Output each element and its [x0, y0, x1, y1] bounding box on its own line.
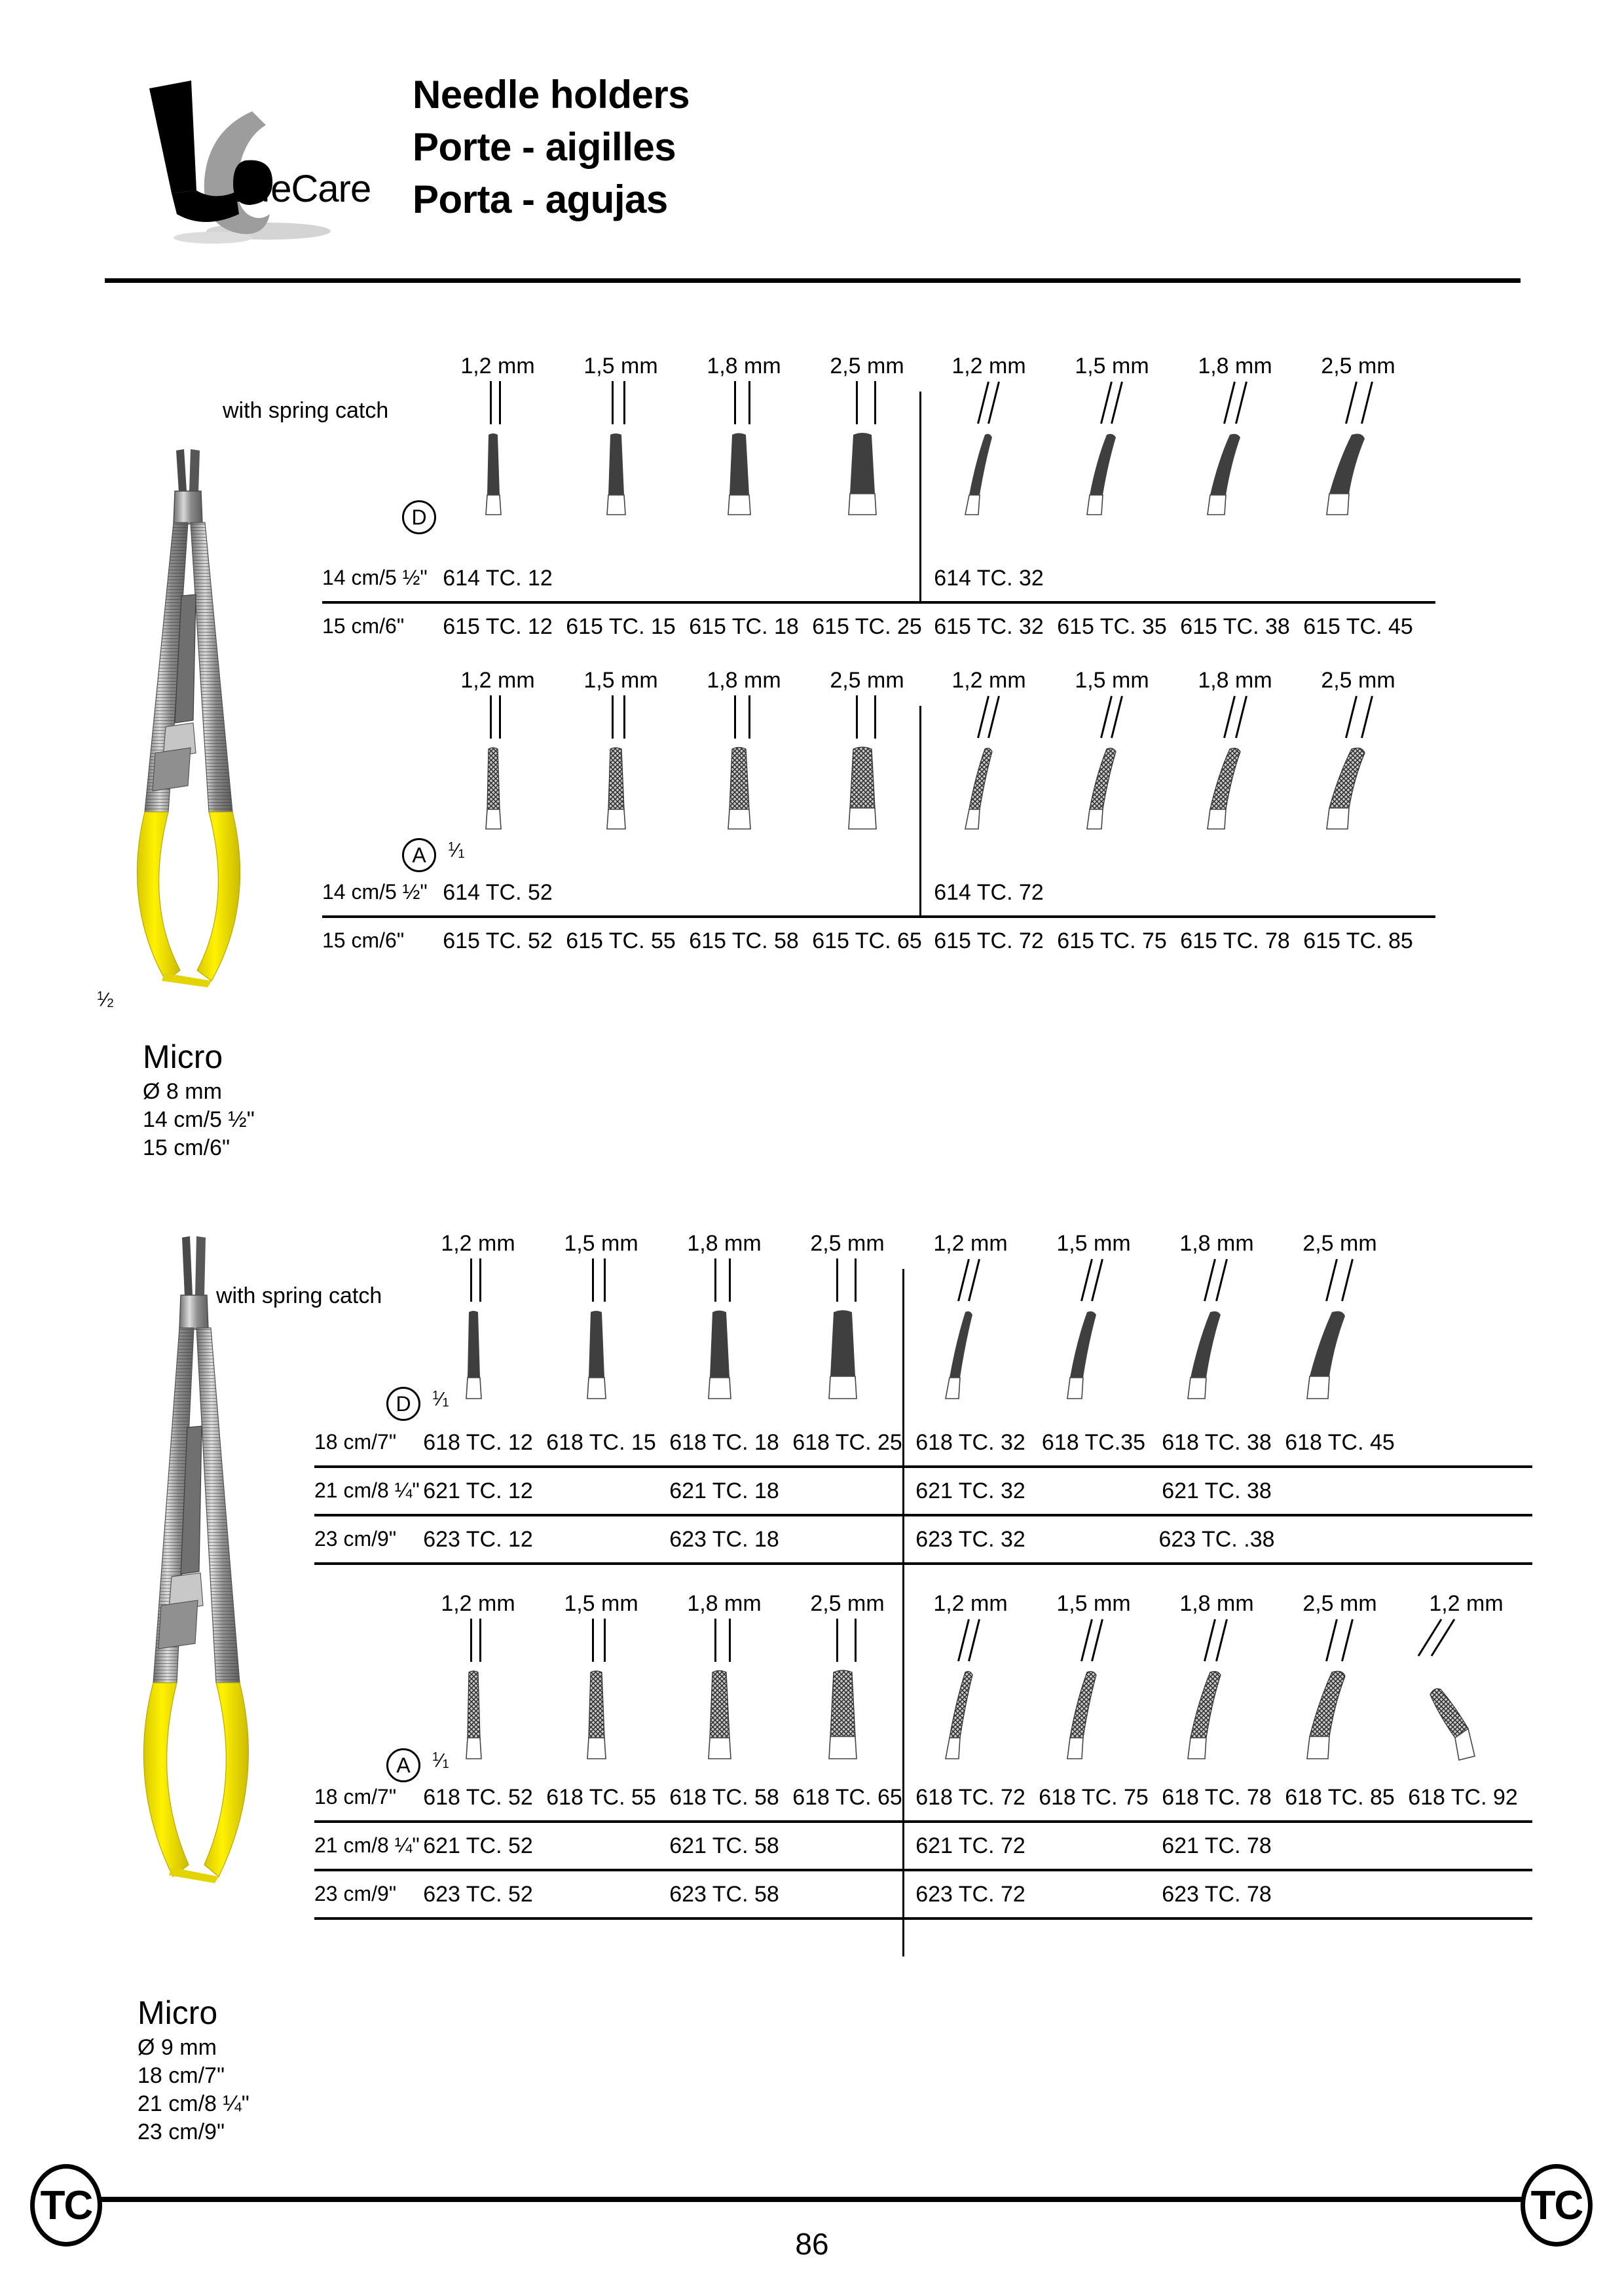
jaw-straight-hatched: [595, 746, 643, 832]
dim-header: 1,2 mm: [441, 1231, 515, 1256]
catalog-cell: 618 TC. 92: [1408, 1785, 1518, 1810]
gap-tick-marks: [732, 381, 771, 427]
group-divider: [919, 392, 921, 601]
catalog-cell: 618 TC. 72: [915, 1785, 1025, 1810]
row-label: 14 cm/5 ½": [322, 880, 428, 904]
gap-tick-marks: [712, 1619, 752, 1664]
gap-tick-marks: [836, 1619, 875, 1664]
jaw-straight-hatched: [838, 746, 895, 832]
row-divider: [314, 1869, 1532, 1871]
gap-tick-marks-angled: [1100, 695, 1139, 741]
jaw-straight-hatched: [716, 746, 769, 832]
spring-catch-note-2: with spring catch: [216, 1283, 382, 1308]
jaw-curved-hatched: [1205, 746, 1260, 832]
catalog-cell: 623 TC. 32: [915, 1527, 1025, 1552]
catalog-cell: 621 TC. 78: [1162, 1833, 1272, 1858]
jaw-curved-solid: [1063, 1310, 1116, 1401]
dim-header: 1,5 mm: [1056, 1591, 1131, 1616]
catalog-cell: 623 TC. .38: [1158, 1527, 1275, 1552]
catalog-cell: 615 TC. 52: [443, 928, 553, 953]
gap-tick-marks: [609, 381, 648, 427]
catalog-cell: 614 TC. 52: [443, 880, 553, 905]
group-divider: [902, 1269, 904, 1956]
gap-tick-marks: [712, 1258, 752, 1304]
catalog-cell: 615 TC. 12: [443, 614, 553, 639]
gap-tick-marks-angled: [1327, 1619, 1366, 1664]
row-label: 15 cm/6": [322, 928, 405, 952]
catalog-cell: 615 TC. 85: [1303, 928, 1413, 953]
section-micro-8mm: [0, 340, 1624, 1166]
catalog-cell: 615 TC. 58: [689, 928, 799, 953]
type-mark-d-1: D: [402, 500, 436, 534]
row-divider: [322, 601, 1435, 604]
catalog-cell: 615 TC. 55: [566, 928, 676, 953]
catalog-cell: 618 TC. 45: [1285, 1430, 1395, 1455]
page-header: [0, 0, 1624, 275]
catalog-cell: 615 TC. 35: [1057, 614, 1167, 639]
jaw-straight-hatched: [453, 1670, 499, 1761]
catalog-cell: 614 TC. 32: [934, 566, 1044, 591]
block-scale-label: $^1⁄_1$: [432, 1750, 449, 1772]
gap-tick-marks-angled: [1100, 381, 1139, 427]
gap-tick-marks: [855, 381, 895, 427]
dim-header: 1,8 mm: [707, 668, 781, 693]
catalog-cell: 618 TC. 55: [546, 1785, 656, 1810]
gap-tick-marks-angled: [1327, 1258, 1366, 1304]
jaw-curved-hatched: [961, 746, 1012, 832]
jaw-curved-hatched: [1063, 1670, 1116, 1761]
catalog-cell: 615 TC. 38: [1180, 614, 1290, 639]
row-label: 23 cm/9": [314, 1882, 397, 1905]
gap-tick-marks-angled: [1204, 1619, 1243, 1664]
dim-header: 1,5 mm: [564, 1231, 638, 1256]
gap-tick-marks-angled: [1346, 381, 1386, 427]
row-label: 18 cm/7": [314, 1430, 397, 1454]
row-label: 15 cm/6": [322, 614, 405, 638]
row-label: 18 cm/7": [314, 1785, 397, 1808]
dim-header: 1,8 mm: [1179, 1591, 1254, 1616]
catalog-cell: 615 TC. 72: [934, 928, 1044, 953]
catalog-cell: 618 TC. 15: [546, 1430, 656, 1455]
jaw-straight-hatched: [575, 1670, 623, 1761]
gap-tick-marks-angled: [1346, 695, 1386, 741]
section-micro-9mm: [0, 1218, 1624, 2144]
gap-tick-marks-angled: [1080, 1619, 1120, 1664]
gap-tick-marks: [486, 381, 525, 427]
catalog-cell: 615 TC. 18: [689, 614, 799, 639]
catalog-cell: 618 TC. 85: [1285, 1785, 1395, 1810]
dim-header: 1,2 mm: [441, 1591, 515, 1616]
jaw-curved-solid: [942, 1310, 993, 1401]
lifecare-logo-mark: [131, 62, 380, 246]
caption-line: 15 cm/6": [143, 1135, 231, 1160]
overall-scale-label-1: $^1⁄_2$: [97, 989, 114, 1011]
instrument-illustration-micro-8mm: [128, 445, 278, 989]
page-title-fr: Porte - aigilles: [413, 124, 676, 169]
row-divider: [314, 1514, 1532, 1516]
dim-header: 2,5 mm: [1321, 668, 1395, 693]
dim-header: 1,8 mm: [687, 1231, 762, 1256]
dim-header: 1,5 mm: [1075, 354, 1149, 378]
jaw-straight-solid: [575, 1310, 623, 1401]
dim-header: 1,8 mm: [1198, 668, 1272, 693]
type-mark-a-1: A: [402, 838, 436, 872]
catalog-cell: 618 TC. 58: [669, 1785, 779, 1810]
catalog-cell: 621 TC. 58: [669, 1833, 779, 1858]
catalog-cell: 623 TC. 12: [423, 1527, 533, 1552]
caption-line: 23 cm/9": [138, 2120, 225, 2144]
caption-title-2: Micro: [138, 1994, 218, 2031]
catalog-cell: 623 TC. 72: [915, 1882, 1025, 1907]
catalog-cell: 615 TC. 25: [812, 614, 922, 639]
gap-tick-marks: [836, 1258, 875, 1304]
jaw-curved-hatched: [1083, 746, 1135, 832]
caption-line: 14 cm/5 ½": [143, 1107, 255, 1132]
gap-tick-marks: [589, 1619, 629, 1664]
row-label: 14 cm/5 ½": [322, 566, 428, 589]
row-divider: [314, 1917, 1532, 1920]
spring-catch-note-1: with spring catch: [223, 398, 389, 423]
dim-header: 1,5 mm: [564, 1591, 638, 1616]
catalog-cell: 621 TC. 52: [423, 1833, 533, 1858]
gap-tick-marks: [466, 1258, 506, 1304]
page-title-en: Needle holders: [413, 73, 690, 117]
caption-line: Ø 9 mm: [138, 2035, 217, 2060]
jaw-curved-hatched: [942, 1670, 993, 1761]
row-divider: [314, 1562, 1532, 1565]
gap-tick-marks-angled: [1426, 1616, 1466, 1662]
jaw-straight-solid: [595, 432, 643, 517]
catalog-cell: 615 TC. 15: [566, 614, 676, 639]
dim-header: 2,5 mm: [810, 1591, 885, 1616]
jaw-curved-solid: [961, 432, 1012, 517]
group-divider: [919, 706, 921, 915]
row-label: 21 cm/8 ¼": [314, 1833, 420, 1857]
catalog-cell: 621 TC. 18: [669, 1478, 779, 1503]
gap-tick-marks-angled: [977, 695, 1016, 741]
dim-header: 1,2 mm: [951, 668, 1026, 693]
catalog-cell: 618 TC. 78: [1162, 1785, 1272, 1810]
catalog-cell: 623 TC. 58: [669, 1882, 779, 1907]
gap-tick-marks-angled: [957, 1258, 997, 1304]
jaw-straight-solid: [716, 432, 769, 517]
block-scale-label: $^1⁄_1$: [432, 1388, 449, 1410]
caption-line: 18 cm/7": [138, 2063, 225, 2088]
page-title-es: Porta - agujas: [413, 177, 668, 221]
catalog-cell: 614 TC. 12: [443, 566, 553, 591]
gap-tick-marks: [609, 695, 648, 741]
catalog-cell: 618 TC. 25: [792, 1430, 902, 1455]
catalog-cell: 615 TC. 45: [1303, 614, 1413, 639]
gap-tick-marks-angled: [1204, 1258, 1243, 1304]
dim-header: 1,2 mm: [933, 1591, 1008, 1616]
dim-header: 1,2 mm: [951, 354, 1026, 378]
dim-header: 2,5 mm: [810, 1231, 885, 1256]
row-label: 21 cm/8 ¼": [314, 1478, 420, 1502]
jaw-straight-solid: [819, 1310, 875, 1401]
gap-tick-marks-angled: [977, 381, 1016, 427]
dim-header: 1,5 mm: [583, 668, 658, 693]
catalog-cell: 618 TC. 12: [423, 1430, 533, 1455]
catalog-cell: 618 TC. 75: [1039, 1785, 1149, 1810]
jaw-straight-hatched: [819, 1670, 875, 1761]
gap-tick-marks: [589, 1258, 629, 1304]
gap-tick-marks-angled: [1223, 695, 1263, 741]
row-divider: [322, 915, 1435, 918]
dim-header: 1,2 mm: [460, 354, 535, 378]
jaw-curved-solid: [1185, 1310, 1240, 1401]
jaw-straight-solid: [473, 432, 519, 517]
jaw-curved-hatched: [1306, 1670, 1365, 1761]
catalog-cell: 623 TC. 18: [669, 1527, 779, 1552]
catalog-cell: 615 TC. 65: [812, 928, 922, 953]
page-title-group: [413, 69, 690, 225]
instrument-illustration-micro-9mm: [131, 1231, 295, 1886]
jaw-straight-solid: [453, 1310, 499, 1401]
dim-header: 1,8 mm: [1198, 354, 1272, 378]
catalog-cell: 623 TC. 52: [423, 1882, 533, 1907]
dim-header: 1,2 mm: [460, 668, 535, 693]
catalog-cell: 615 TC. 75: [1057, 928, 1167, 953]
dim-header: 2,5 mm: [1302, 1231, 1377, 1256]
gap-tick-marks: [466, 1619, 506, 1664]
dim-header: 1,2 mm: [933, 1231, 1008, 1256]
catalog-cell: 618 TC. 38: [1162, 1430, 1272, 1455]
jaw-curved-hatched: [1185, 1670, 1240, 1761]
catalog-cell: 618 TC.35: [1041, 1430, 1146, 1455]
gap-tick-marks-angled: [1223, 381, 1263, 427]
gap-tick-marks-angled: [1080, 1258, 1120, 1304]
dim-header: 2,5 mm: [830, 354, 904, 378]
dim-header: 1,5 mm: [583, 354, 658, 378]
caption-title-1: Micro: [143, 1038, 223, 1075]
jaw-curved-solid: [1205, 432, 1260, 517]
jaw-straight-hatched: [697, 1670, 749, 1761]
catalog-cell: 618 TC. 65: [792, 1785, 902, 1810]
dim-header: 1,8 mm: [707, 354, 781, 378]
row-label: 23 cm/9": [314, 1527, 397, 1551]
row-divider: [314, 1820, 1532, 1823]
dim-header: 1,8 mm: [1179, 1231, 1254, 1256]
dim-header: 2,5 mm: [1302, 1591, 1377, 1616]
jaw-straight-solid: [697, 1310, 749, 1401]
catalog-cell: 618 TC. 32: [915, 1430, 1025, 1455]
row-divider: [314, 1465, 1532, 1468]
lifecare-wordmark: LifeCare: [232, 168, 371, 210]
block-scale-label: $^1⁄_1$: [448, 839, 465, 862]
jaw-curved-hatched: [1325, 746, 1384, 832]
gap-tick-marks: [486, 695, 525, 741]
jaw-straight-hatched: [473, 746, 519, 832]
tc-badge-right: TC: [1521, 2164, 1593, 2247]
type-mark-a-2: A: [386, 1748, 420, 1782]
jaw-curved-solid: [1325, 432, 1384, 517]
gap-tick-marks: [732, 695, 771, 741]
page-number: 86: [795, 2227, 829, 2261]
jaw-curved-solid: [1306, 1310, 1365, 1401]
catalog-cell: 614 TC. 72: [934, 880, 1044, 905]
dim-header: 1,5 mm: [1075, 668, 1149, 693]
dim-header: 2,5 mm: [1321, 354, 1395, 378]
dim-header: 1,2 mm: [1429, 1591, 1504, 1616]
header-divider: [105, 278, 1521, 283]
jaw-straight-solid: [838, 432, 895, 517]
catalog-cell: 621 TC. 72: [915, 1833, 1025, 1858]
catalog-cell: 623 TC. 78: [1162, 1882, 1272, 1907]
caption-line: 21 cm/8 ¼": [138, 2091, 249, 2116]
catalog-cell: 618 TC. 18: [669, 1430, 779, 1455]
catalog-cell: 615 TC. 32: [934, 614, 1044, 639]
footer-divider: [98, 2197, 1526, 2202]
type-mark-d-2: D: [386, 1387, 420, 1421]
catalog-cell: 621 TC. 12: [423, 1478, 533, 1503]
jaw-curved-solid: [1083, 432, 1135, 517]
dim-header: 1,8 mm: [687, 1591, 762, 1616]
gap-tick-marks-angled: [957, 1619, 997, 1664]
catalog-cell: 615 TC. 78: [1180, 928, 1290, 953]
catalog-cell: 621 TC. 32: [915, 1478, 1025, 1503]
caption-line: Ø 8 mm: [143, 1079, 222, 1104]
catalog-cell: 621 TC. 38: [1162, 1478, 1272, 1503]
dim-header: 1,5 mm: [1056, 1231, 1131, 1256]
tc-badge-left: TC: [30, 2164, 102, 2247]
gap-tick-marks: [855, 695, 895, 741]
catalog-cell: 618 TC. 52: [423, 1785, 533, 1810]
dim-header: 2,5 mm: [830, 668, 904, 693]
jaw-angled-hatched: [1418, 1670, 1490, 1761]
